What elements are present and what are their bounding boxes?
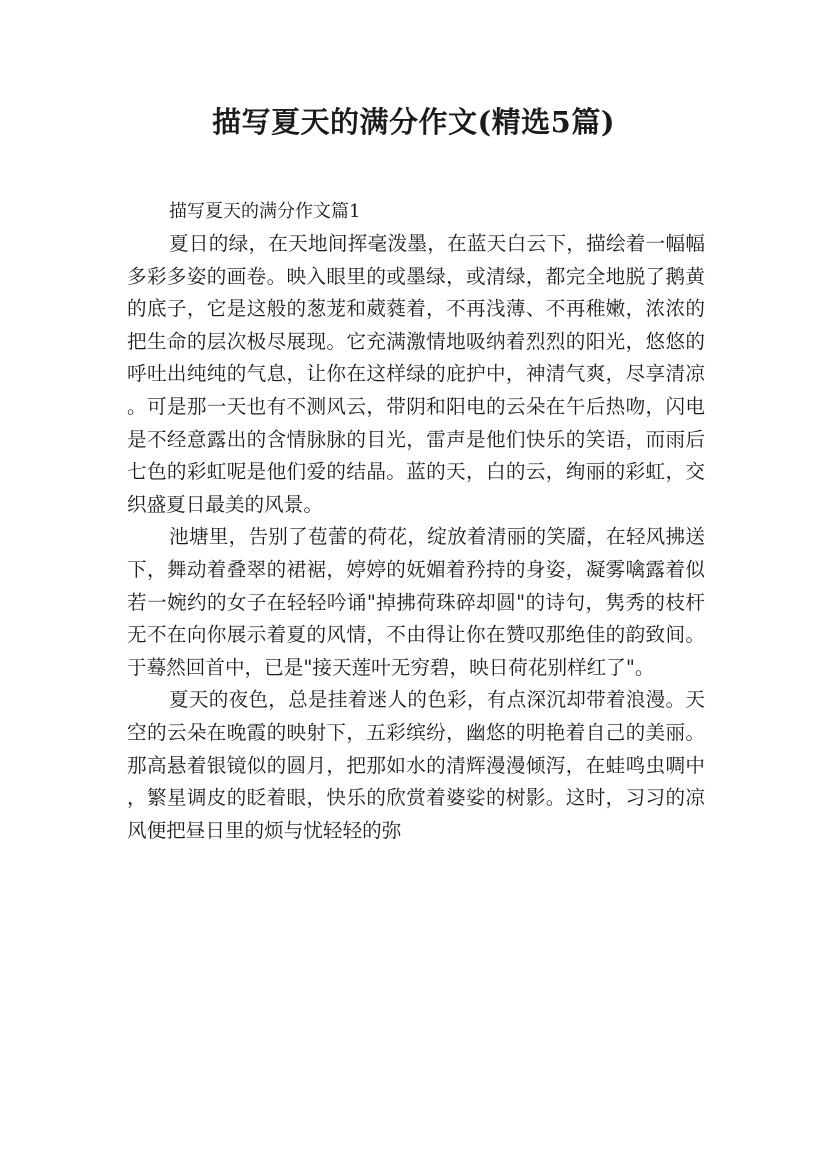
document-body [127, 196, 705, 847]
paragraph-2: 池塘里，告别了苞蕾的荷花，绽放着清丽的笑靥，在轻风拂送下，舞动着叠翠的裙裾，婷婷的妩媚着矜持的身姿，凝雾噙露着似若一婉约的女子在轻轻吟诵"掉拂荷珠碎却圆"的诗句，隽秀的枝杆无不在向你展示着夏的风情，不由得让你在赞叹那绝佳的韵致间。于蓦然回首中，已是"接天莲叶无穷碧，映日荷花别样红了"。 [127, 525, 705, 679]
section-heading: 描写夏天的满分作文篇1 [169, 201, 361, 222]
document-title: 描写夏天的满分作文(精选5篇) [211, 105, 616, 139]
paragraph-3: 夏天的夜色，总是挂着迷人的色彩，有点深沉却带着浪漫。天空的云朵在晚霞的映射下，五彩缤纷，幽悠的明艳着自己的美丽。那高悬着银镜似的圆月，把那如水的清辉漫漫倾泻，在蛙鸣虫啁中，繁星调皮的眨着眼，快乐的欣赏着婆娑的树影。这时，习习的凉风便把昼日里的烦与忧轻轻的弥 [127, 688, 705, 842]
paragraph-1: 夏日的绿，在天地间挥毫泼墨，在蓝天白云下，描绘着一幅幅多彩多姿的画卷。映入眼里的或墨绿，或清绿，都完全地脱了鹅黄的底子，它是这般的葱茏和葳蕤着，不再浅薄、不再稚嫩，浓浓的把生命的层次极尽展现。它充满激情地吸纳着烈烈的阳光，悠悠的呼吐出纯纯的气息，让你在这样绿的庇护中，神清气爽，尽享清凉。可是那一天也有不测风云，带阴和阳电的云朵在午后热吻，闪电是不经意露出的含情脉脉的目光，雷声是他们快乐的笑语，而雨后七色的彩虹呢是他们爱的结晶。蓝的天，白的云，绚丽的彩虹，交织盛夏日最美的风景。 [127, 232, 705, 516]
